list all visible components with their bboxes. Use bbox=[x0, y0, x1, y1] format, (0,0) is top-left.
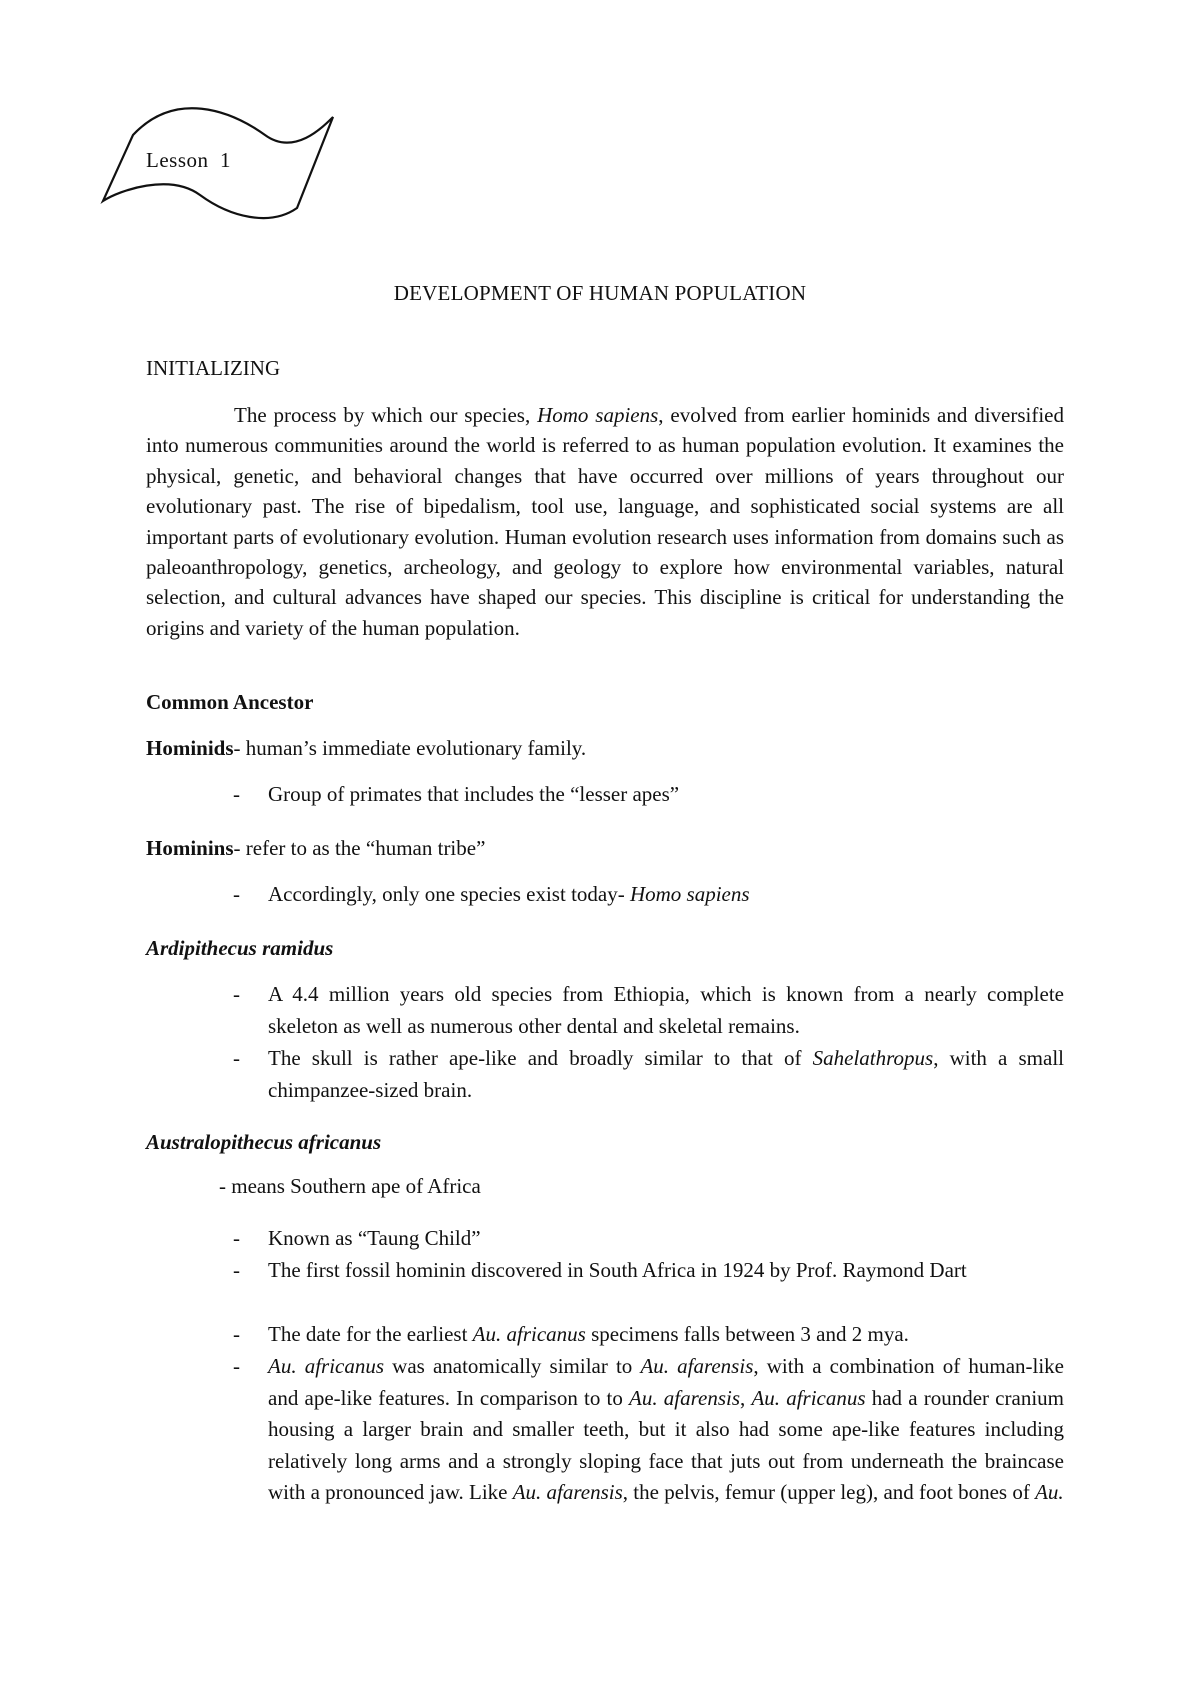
document-title: DEVELOPMENT OF HUMAN POPULATION bbox=[393, 281, 807, 305]
hominids-definition: Hominids- human’s immediate evolutionary family. bbox=[146, 736, 587, 760]
section-heading-ardipithecus: Ardipithecus ramidus bbox=[146, 936, 334, 960]
list-item: - Known as “Taung Child” bbox=[233, 1226, 481, 1250]
australopithecus-meaning: - means Southern ape of Africa bbox=[219, 1174, 481, 1198]
list-item: - Group of primates that includes the “lesser apes” bbox=[233, 782, 680, 806]
section-heading-common-ancestor: Common Ancestor bbox=[146, 690, 314, 714]
list-item: - The skull is rather ape-like and broadly similar to that of Sahelathropus, with a small chimpanzee-sized brain. bbox=[233, 1046, 1064, 1102]
lesson-label: Lesson 1 bbox=[146, 148, 231, 172]
list-item: - Au. africanus was anatomically similar to Au. afarensis, with a combination of human-like and ape-like features. In comparison to to Au. afarensis, Au. africanus had a rounder cranium housing a larger brain and smaller teeth, but it also had some ape-like features including relatively long arms and a strongly sloping face that juts out from underneath the braincase with a pronounced jaw. Like Au. afarensis, the pelvis, femur (upper leg), and foot bones of Au. bbox=[233, 1354, 1064, 1504]
hominins-definition: Hominins- refer to as the “human tribe” bbox=[146, 836, 486, 860]
list-item: - A 4.4 million years old species from Ethiopia, which is known from a nearly complete skeleton as well as numerous other dental and skeletal remains. bbox=[233, 982, 1064, 1038]
list-item: - Accordingly, only one species exist today- Homo sapiens bbox=[233, 882, 750, 906]
list-item: - The date for the earliest Au. africanus specimens falls between 3 and 2 mya. bbox=[233, 1322, 909, 1346]
intro-paragraph: The process by which our species, Homo sapiens, evolved from earlier hominids and diversified into numerous communities around the world is referred to as human population evolution. It examines the physical, genetic, and behavioral changes that have occurred over millions of years throughout our evolutionary past. The rise of bipedalism, tool use, language, and sophisticated social systems are all important parts of evolutionary evolution. Human evolution research uses information from domains such as paleoanthropology, genetics, archeology, and geology to explore how environmental variables, natural selection, and cultural advances have shaped our species. This discipline is critical for understanding the origins and variety of the human population. bbox=[146, 403, 1064, 640]
section-heading-australopithecus: Australopithecus africanus bbox=[146, 1130, 382, 1154]
section-heading-initializing: INITIALIZING bbox=[146, 356, 281, 380]
list-item: - The first fossil hominin discovered in South Africa in 1924 by Prof. Raymond Dart bbox=[233, 1258, 967, 1282]
